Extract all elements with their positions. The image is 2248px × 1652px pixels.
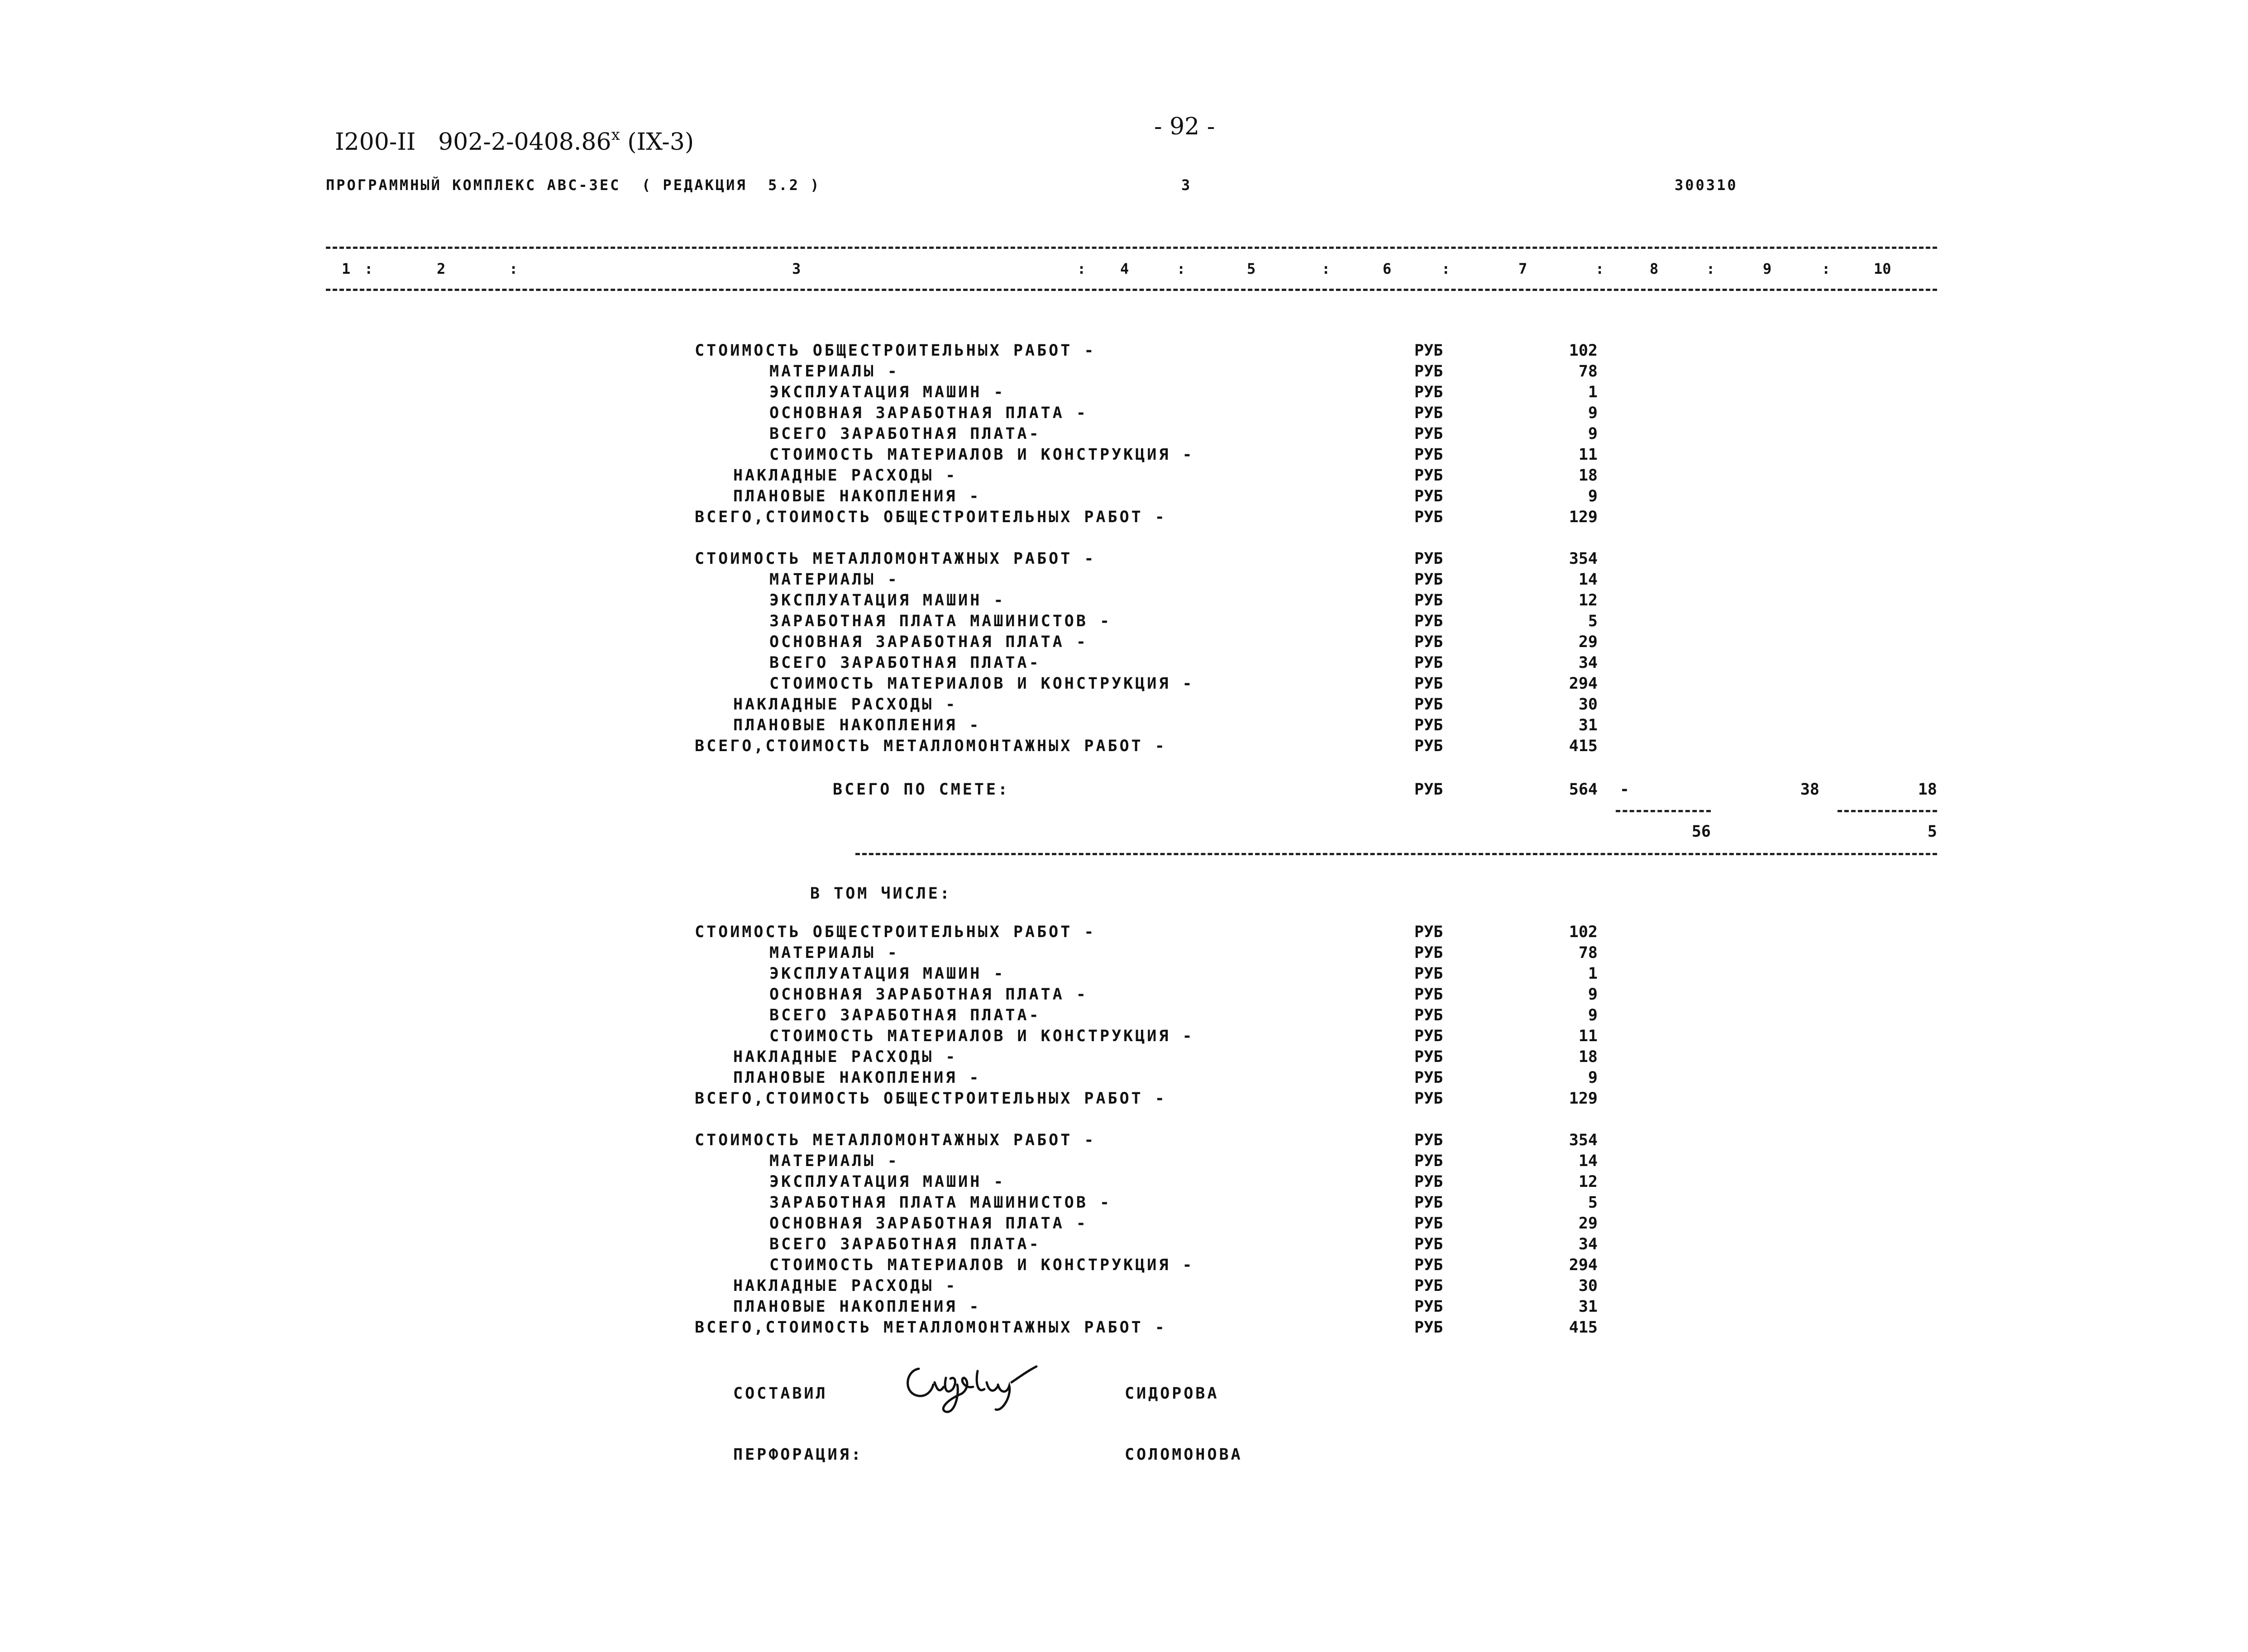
line-item-unit: РУБ (1414, 1194, 1443, 1212)
doc-number-text: I200-II (335, 129, 416, 156)
column-number: 7 (1518, 260, 1527, 277)
line-item-label: НАКЛАДНЫЕ РАСХОДЫ - (733, 467, 958, 485)
line-item-label: СТОИМОСТЬ МАТЕРИАЛОВ И КОНСТРУКЦИЯ - (769, 675, 1194, 693)
line-item-unit: РУБ (1414, 1173, 1443, 1191)
column-separator: : (1077, 260, 1086, 277)
total-col8-subvalue: 56 (1691, 823, 1711, 841)
line-item-unit: РУБ (1414, 654, 1443, 672)
column-number: 5 (1247, 260, 1256, 277)
line-item-label: СТОИМОСТЬ ОБЩЕСТРОИТЕЛЬНЫХ РАБОТ - (695, 342, 1096, 360)
line-item-label: НАКЛАДНЫЕ РАСХОДЫ - (733, 1277, 958, 1295)
document-number (335, 126, 694, 156)
line-item-unit: РУБ (1414, 508, 1443, 526)
line-item-unit: РУБ (1414, 612, 1443, 630)
line-item-value: 31 (1578, 716, 1598, 734)
line-item-value: 12 (1578, 1173, 1598, 1191)
column-number: 6 (1383, 260, 1392, 277)
perforation-label: ПЕРФОРАЦИЯ: (733, 1446, 863, 1464)
column-separator: : (1706, 260, 1715, 277)
line-item-label: ЭКСПЛУАТАЦИЯ МАШИН - (769, 591, 1006, 609)
line-item-label: СТОИМОСТЬ МАТЕРИАЛОВ И КОНСТРУКЦИЯ - (769, 1027, 1194, 1045)
line-item-value: 415 (1569, 1319, 1598, 1337)
column-number: 3 (792, 260, 801, 277)
line-item-label: ОСНОВНАЯ ЗАРАБОТНАЯ ПЛАТА - (769, 633, 1088, 651)
line-item-unit: РУБ (1414, 342, 1443, 360)
line-item-value: 14 (1578, 571, 1598, 589)
handwritten-signature (901, 1351, 1045, 1419)
line-item-label: НАКЛАДНЫЕ РАСХОДЫ - (733, 1048, 958, 1066)
line-item-label: СТОИМОСТЬ МАТЕРИАЛОВ И КОНСТРУКЦИЯ - (769, 446, 1194, 464)
line-item-value: 294 (1569, 675, 1598, 693)
line-item-label: МАТЕРИАЛЫ - (769, 1152, 899, 1170)
line-item-value: 14 (1578, 1152, 1598, 1170)
line-item-label: ЗАРАБОТНАЯ ПЛАТА МАШИНИСТОВ - (769, 612, 1112, 630)
line-item-label: ЭКСПЛУАТАЦИЯ МАШИН - (769, 1173, 1006, 1191)
line-item-value: 30 (1578, 1277, 1598, 1295)
line-item-value: 30 (1578, 695, 1598, 714)
line-item-label: ВСЕГО,СТОИМОСТЬ МЕТАЛЛОМОНТАЖНЫХ РАБОТ - (695, 737, 1167, 755)
line-item-value: 1 (1588, 965, 1598, 983)
line-item-label: МАТЕРИАЛЫ - (769, 362, 899, 381)
line-item-label: ПЛАНОВЫЕ НАКОПЛЕНИЯ - (733, 1069, 981, 1087)
line-item-value: 12 (1578, 591, 1598, 609)
line-item-label: ВСЕГО,СТОИМОСТЬ ОБЩЕСТРОИТЕЛЬНЫХ РАБОТ - (695, 508, 1167, 526)
line-item-label: ВСЕГО,СТОИМОСТЬ МЕТАЛЛОМОНТАЖНЫХ РАБОТ - (695, 1319, 1167, 1337)
line-item-unit: РУБ (1414, 1152, 1443, 1170)
line-item-label: МАТЕРИАЛЫ - (769, 944, 899, 962)
total-col10-value: 18 (1918, 781, 1937, 799)
line-item-unit: РУБ (1414, 1256, 1443, 1274)
doc-code-text: 902-2-0408.86 (438, 129, 611, 156)
line-item-unit: РУБ (1414, 944, 1443, 962)
line-item-value: 1 (1588, 383, 1598, 401)
line-item-unit: РУБ (1414, 591, 1443, 609)
line-item-value: 354 (1569, 550, 1598, 568)
line-item-label: ВСЕГО ЗАРАБОТНАЯ ПЛАТА- (769, 1006, 1041, 1024)
line-item-label: ОСНОВНАЯ ЗАРАБОТНАЯ ПЛАТА - (769, 985, 1088, 1004)
line-item-unit: РУБ (1414, 923, 1443, 941)
column-number: 9 (1763, 260, 1772, 277)
line-item-unit: РУБ (1414, 550, 1443, 568)
doc-suffix-text: (IX-3) (627, 129, 694, 156)
document-code: 300310 (1675, 176, 1738, 194)
line-item-unit: РУБ (1414, 1069, 1443, 1087)
line-item-unit: РУБ (1414, 487, 1443, 505)
line-item-label: ВСЕГО,СТОИМОСТЬ ОБЩЕСТРОИТЕЛЬНЫХ РАБОТ - (695, 1090, 1167, 1108)
line-item-unit: РУБ (1414, 1214, 1443, 1233)
line-item-label: СТОИМОСТЬ МЕТАЛЛОМОНТАЖНЫХ РАБОТ - (695, 550, 1096, 568)
line-item-value: 415 (1569, 737, 1598, 755)
column-separator: : (509, 260, 518, 277)
line-item-value: 29 (1578, 1214, 1598, 1233)
line-item-unit: РУБ (1414, 571, 1443, 589)
line-item-unit: РУБ (1414, 383, 1443, 401)
line-item-label: ВСЕГО ЗАРАБОТНАЯ ПЛАТА- (769, 425, 1041, 443)
line-item-unit: РУБ (1414, 467, 1443, 485)
compiled-by-label: СОСТАВИЛ (733, 1385, 828, 1403)
sheet-number: 3 (1181, 176, 1190, 194)
line-item-label: МАТЕРИАЛЫ - (769, 571, 899, 589)
line-item-value: 9 (1588, 487, 1598, 505)
column-number: 1 (342, 260, 351, 277)
line-item-label: ВСЕГО ЗАРАБОТНАЯ ПЛАТА- (769, 1235, 1041, 1253)
line-item-unit: РУБ (1414, 716, 1443, 734)
line-item-label: СТОИМОСТЬ МЕТАЛЛОМОНТАЖНЫХ РАБОТ - (695, 1131, 1096, 1149)
line-item-value: 9 (1588, 1069, 1598, 1087)
line-item-label: ОСНОВНАЯ ЗАРАБОТНАЯ ПЛАТА - (769, 1214, 1088, 1233)
page-number: - 92 - (1154, 113, 1215, 140)
line-item-unit: РУБ (1414, 675, 1443, 693)
line-item-value: 78 (1578, 944, 1598, 962)
line-item-unit: РУБ (1414, 1048, 1443, 1066)
line-item-label: ПЛАНОВЫЕ НАКОПЛЕНИЯ - (733, 1298, 981, 1316)
line-item-label: СТОИМОСТЬ МАТЕРИАЛОВ И КОНСТРУКЦИЯ - (769, 1256, 1194, 1274)
compiled-by-name: СИДОРОВА (1125, 1385, 1219, 1403)
line-item-value: 129 (1569, 1090, 1598, 1108)
line-item-label: ЗАРАБОТНАЯ ПЛАТА МАШИНИСТОВ - (769, 1194, 1112, 1212)
header-rule-bottom (326, 289, 1937, 291)
line-item-value: 354 (1569, 1131, 1598, 1149)
line-item-value: 9 (1588, 425, 1598, 443)
line-item-unit: РУБ (1414, 425, 1443, 443)
line-item-unit: РУБ (1414, 737, 1443, 755)
column-number: 2 (437, 260, 446, 277)
line-item-unit: РУБ (1414, 446, 1443, 464)
column-separator: : (1822, 260, 1831, 277)
column-separator: : (364, 260, 373, 277)
line-item-label: ЭКСПЛУАТАЦИЯ МАШИН - (769, 383, 1006, 401)
line-item-value: 11 (1578, 446, 1598, 464)
perforation-name: СОЛОМОНОВА (1125, 1446, 1243, 1464)
line-item-unit: РУБ (1414, 695, 1443, 714)
total-unit: РУБ (1414, 781, 1443, 799)
total-value: 564 (1569, 781, 1598, 799)
line-item-value: 5 (1588, 1194, 1598, 1212)
column-separator: : (1441, 260, 1451, 277)
line-item-unit: РУБ (1414, 1027, 1443, 1045)
line-item-unit: РУБ (1414, 362, 1443, 381)
total-col9-value: 38 (1800, 781, 1819, 799)
line-item-value: 31 (1578, 1298, 1598, 1316)
line-item-label: СТОИМОСТЬ ОБЩЕСТРОИТЕЛЬНЫХ РАБОТ - (695, 923, 1096, 941)
line-item-value: 102 (1569, 342, 1598, 360)
total-col8-underline (1616, 810, 1711, 812)
program-title: ПРОГРАММНЫЙ КОМПЛЕКС АВС-3ЕС ( РЕДАКЦИЯ 5.2 ) (326, 176, 821, 194)
line-item-unit: РУБ (1414, 965, 1443, 983)
line-item-value: 9 (1588, 985, 1598, 1004)
line-item-value: 129 (1569, 508, 1598, 526)
column-separator: : (1177, 260, 1186, 277)
column-number: 8 (1650, 260, 1659, 277)
line-item-unit: РУБ (1414, 1131, 1443, 1149)
total-separator-rule (855, 853, 1937, 855)
line-item-unit: РУБ (1414, 985, 1443, 1004)
line-item-unit: РУБ (1414, 1235, 1443, 1253)
column-separator: : (1595, 260, 1604, 277)
line-item-label: ПЛАНОВЫЕ НАКОПЛЕНИЯ - (733, 716, 981, 734)
line-item-label: ОСНОВНАЯ ЗАРАБОТНАЯ ПЛАТА - (769, 404, 1088, 422)
line-item-unit: РУБ (1414, 1277, 1443, 1295)
line-item-unit: РУБ (1414, 1319, 1443, 1337)
column-separator: : (1322, 260, 1331, 277)
column-number: 4 (1120, 260, 1129, 277)
line-item-label: НАКЛАДНЫЕ РАСХОДЫ - (733, 695, 958, 714)
line-item-value: 102 (1569, 923, 1598, 941)
line-item-unit: РУБ (1414, 404, 1443, 422)
line-item-label: ВСЕГО ЗАРАБОТНАЯ ПЛАТА- (769, 654, 1041, 672)
line-item-value: 34 (1578, 1235, 1598, 1253)
line-item-value: 11 (1578, 1027, 1598, 1045)
line-item-unit: РУБ (1414, 1090, 1443, 1108)
line-item-value: 9 (1588, 404, 1598, 422)
total-col8-dash: - (1619, 781, 1629, 799)
line-item-value: 294 (1569, 1256, 1598, 1274)
line-item-value: 9 (1588, 1006, 1598, 1024)
including-label: В ТОМ ЧИСЛЕ: (810, 885, 952, 903)
line-item-value: 18 (1578, 467, 1598, 485)
line-item-unit: РУБ (1414, 1006, 1443, 1024)
line-item-value: 18 (1578, 1048, 1598, 1066)
line-item-unit: РУБ (1414, 1298, 1443, 1316)
line-item-value: 5 (1588, 612, 1598, 630)
line-item-value: 29 (1578, 633, 1598, 651)
line-item-unit: РУБ (1414, 633, 1443, 651)
doc-code-superscript: x (611, 126, 620, 144)
total-col10-underline (1838, 810, 1937, 812)
line-item-label: ЭКСПЛУАТАЦИЯ МАШИН - (769, 965, 1006, 983)
total-label: ВСЕГО ПО СМЕТЕ: (833, 781, 1010, 799)
total-col10-subvalue: 5 (1927, 823, 1937, 841)
column-number: 10 (1874, 260, 1891, 277)
line-item-value: 78 (1578, 362, 1598, 381)
line-item-value: 34 (1578, 654, 1598, 672)
header-rule-top (326, 247, 1937, 249)
line-item-label: ПЛАНОВЫЕ НАКОПЛЕНИЯ - (733, 487, 981, 505)
